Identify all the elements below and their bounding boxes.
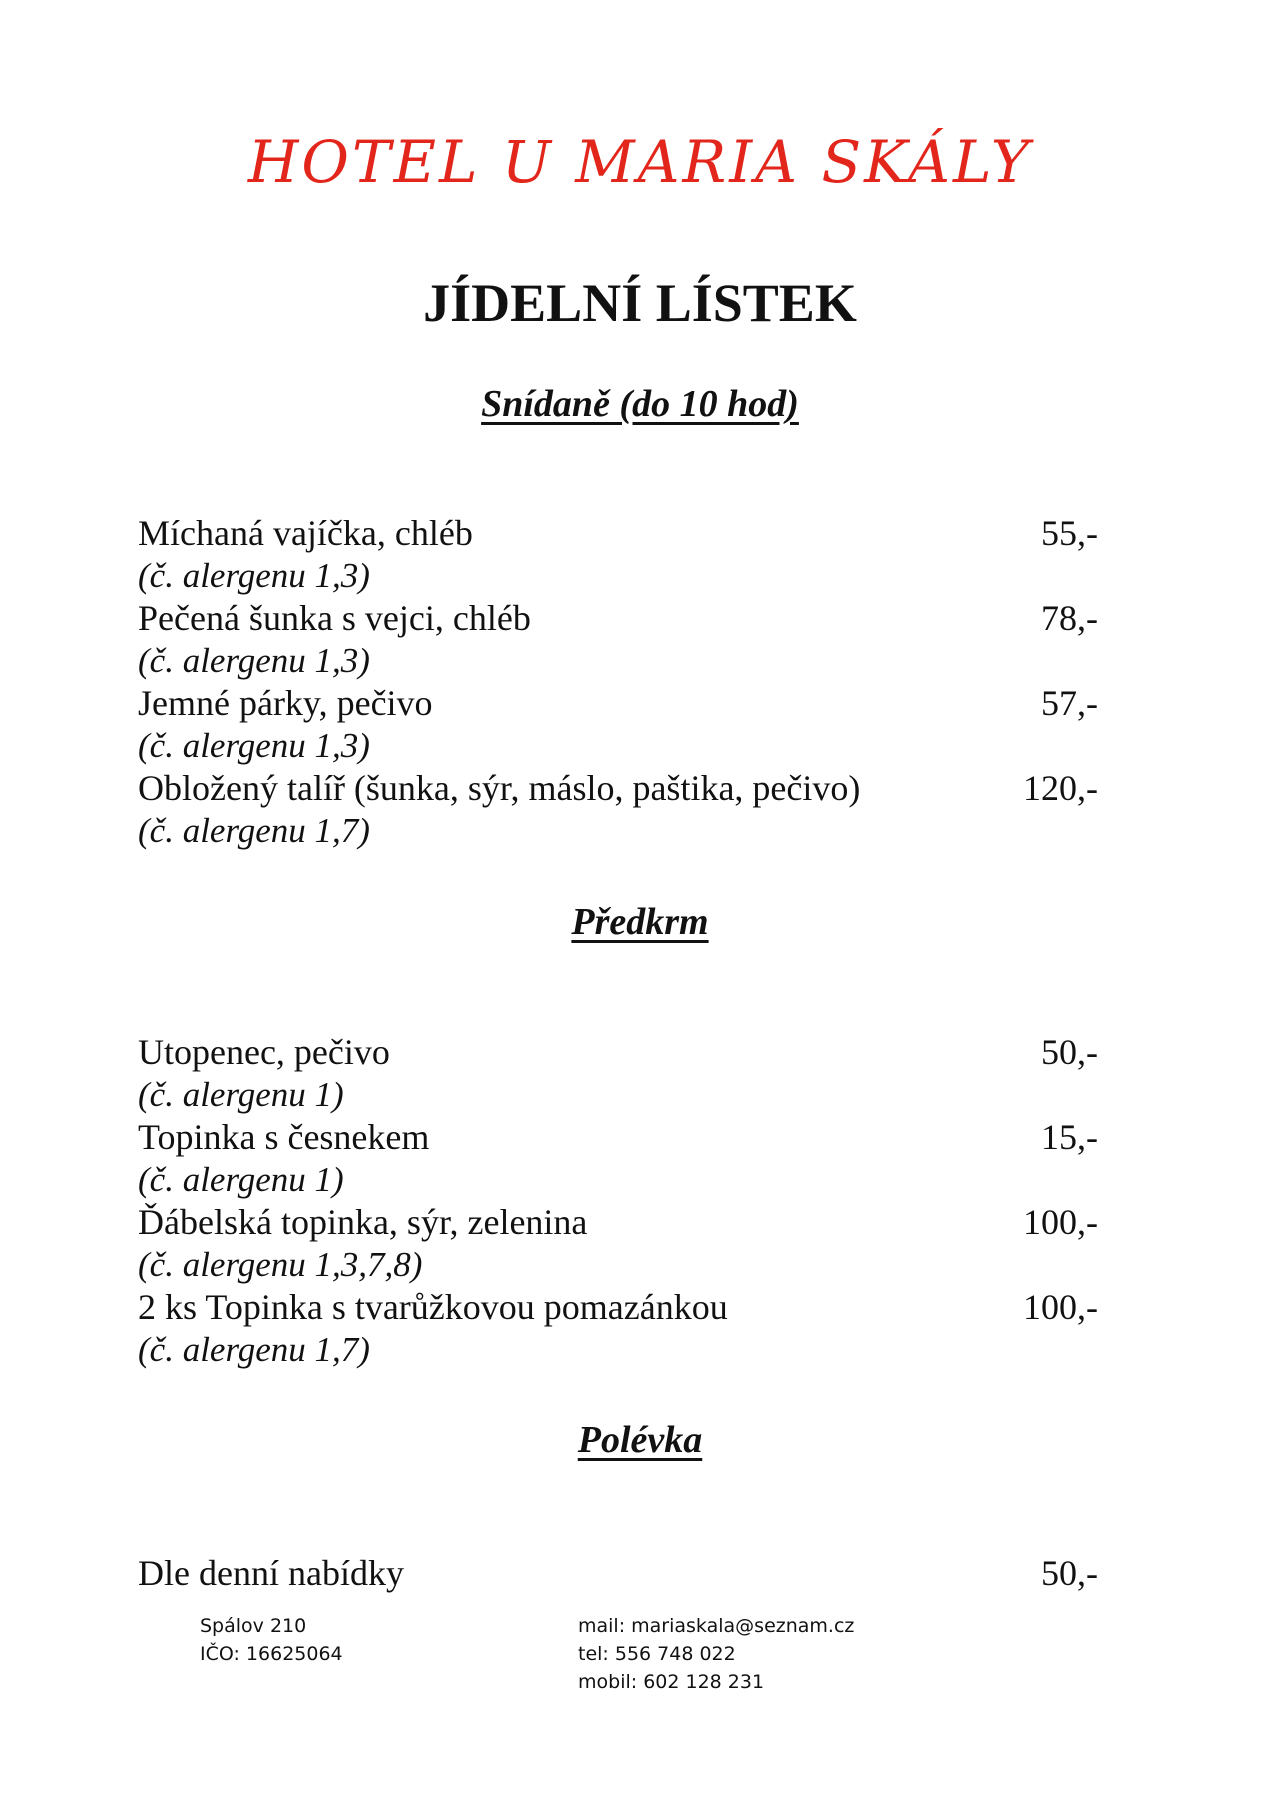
menu-item bbox=[138, 597, 1098, 640]
section-heading-soup: Polévka bbox=[577, 1419, 703, 1461]
menu-item bbox=[138, 682, 1098, 725]
item-price: 78,- bbox=[1041, 598, 1098, 638]
item-price: 50,- bbox=[1041, 1032, 1098, 1072]
menu-item bbox=[138, 1286, 1098, 1329]
menu-item bbox=[138, 512, 1098, 555]
item-name: Jemné párky, pečivo bbox=[138, 683, 433, 723]
item-price: 57,- bbox=[1041, 683, 1098, 723]
menu-item bbox=[138, 767, 1098, 810]
item-allergens: (č. alergenu 1,3) bbox=[138, 641, 370, 680]
footer-contact-block bbox=[578, 1612, 854, 1696]
starter-items bbox=[138, 1031, 1098, 1371]
item-allergens: (č. alergenu 1,3) bbox=[138, 726, 370, 765]
item-allergens: (č. alergenu 1,7) bbox=[138, 811, 370, 850]
item-allergens: (č. alergenu 1) bbox=[138, 1075, 344, 1114]
breakfast-items bbox=[138, 512, 1098, 852]
item-name: Obložený talíř (šunka, sýr, máslo, paštika, pečivo) bbox=[138, 768, 861, 808]
menu-item bbox=[138, 1031, 1098, 1074]
footer-tel: tel: 556 748 022 bbox=[578, 1643, 736, 1665]
item-name: Utopenec, pečivo bbox=[138, 1032, 390, 1072]
footer-address: Spálov 210 bbox=[200, 1615, 307, 1637]
soup-items bbox=[138, 1552, 1098, 1595]
item-price: 100,- bbox=[1023, 1287, 1098, 1327]
item-name: Pečená šunka s vejci, chléb bbox=[138, 598, 531, 638]
item-name: Dle denní nabídky bbox=[138, 1553, 404, 1593]
item-name: Ďábelská topinka, sýr, zelenina bbox=[138, 1202, 588, 1242]
footer-ico: IČO: 16625064 bbox=[200, 1643, 343, 1665]
item-name: Topinka s česnekem bbox=[138, 1117, 430, 1157]
item-name: 2 ks Topinka s tvarůžkovou pomazánkou bbox=[138, 1287, 728, 1327]
item-price: 120,- bbox=[1023, 768, 1098, 808]
menu-item bbox=[138, 1201, 1098, 1244]
item-allergens: (č. alergenu 1,7) bbox=[138, 1330, 370, 1369]
item-name: Míchaná vajíčka, chléb bbox=[138, 513, 473, 553]
menu-title: JÍDELNÍ LÍSTEK bbox=[423, 273, 857, 333]
menu-item bbox=[138, 1116, 1098, 1159]
footer-address-block bbox=[200, 1612, 343, 1668]
item-allergens: (č. alergenu 1,3) bbox=[138, 556, 370, 595]
item-price: 15,- bbox=[1041, 1117, 1098, 1157]
footer-mail: mail: mariaskala@seznam.cz bbox=[578, 1615, 855, 1637]
item-price: 50,- bbox=[1041, 1553, 1098, 1593]
item-allergens: (č. alergenu 1) bbox=[138, 1160, 344, 1199]
hotel-name: HOTEL U MARIA SKÁLY bbox=[247, 128, 1033, 196]
item-allergens: (č. alergenu 1,3,7,8) bbox=[138, 1245, 423, 1284]
menu-item bbox=[138, 1552, 1098, 1595]
section-heading-starter: Předkrm bbox=[571, 901, 709, 943]
item-price: 55,- bbox=[1041, 513, 1098, 553]
item-price: 100,- bbox=[1023, 1202, 1098, 1242]
footer-mobile: mobil: 602 128 231 bbox=[578, 1671, 765, 1693]
section-heading-breakfast: Snídaně (do 10 hod) bbox=[481, 383, 799, 425]
